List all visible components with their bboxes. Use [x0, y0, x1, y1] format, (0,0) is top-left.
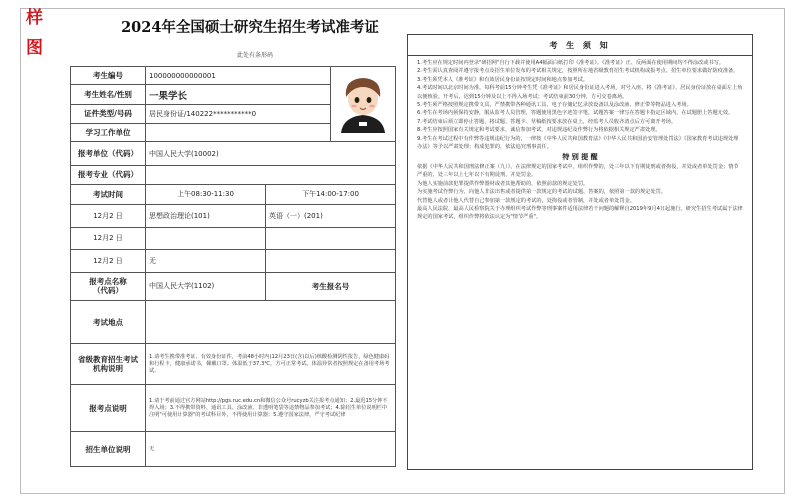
watermark-char-2: 图: [26, 38, 43, 58]
exam-subject-pm: [266, 227, 396, 250]
watermark-char-1: 样: [26, 8, 43, 28]
candidate-no-value: 100000000000001: [146, 67, 331, 85]
name-gender-value: 一果学长: [146, 85, 331, 104]
notice-paragraph: 6.考生在考场内须保持安静，服从监考人员管理，答题使用黑色字迹签字笔，试题答案一律写在答题卡指定区域内，在试题册上答题无效。: [417, 110, 734, 117]
notice-paragraph: 9.考生在考试过程中有作弊等违规违纪行为的，一律按《中华人民共和国教育法》《中华人民共和国治安管理处罚法》《国家教育考试违规处理办法》等予以严肃处理；构成犯罪的，依法追究刑事责任。: [417, 135, 739, 151]
exam-subject-am: 思想政治理论(101): [146, 205, 266, 228]
label-candidate-no: 考生编号: [71, 67, 146, 85]
label-work-unit: 学习工作单位: [71, 124, 146, 142]
apply-unit-value: 中国人民大学(10002): [146, 142, 396, 166]
label-exam-time: 考试时间: [71, 184, 146, 204]
special-paragraph: 为实施考试作弊行为，向他人非法出售或者提供第一款规定的考试的试题、答案的，依照第一款的规定处罚。: [417, 189, 667, 196]
afternoon-session: 下午14:00-17:00: [266, 184, 396, 204]
special-paragraph: 为他人实施前款犯罪提供作弊器材或者其他帮助的，依照前款的规定处罚。: [417, 180, 589, 187]
barcode-placeholder: 此处有条形码: [236, 52, 273, 59]
center-note-text: 1.请于考前通过官方网站http://pgs.ruc.edu.cn和微信公众号rucyzb关注报考点通知；2.最迟15分钟不得入场；3.不得携带资料、通讯工具、涂改液、非透明笔袋等违禁物品参加考试；4.除招生单位说明栏中注明"可使用计算器"的考试科目外，不得使用计算器；5.遵守国家法律，严守考试纪律: [146, 385, 396, 432]
notice-paragraph: 2.考生需认真查阅并遵守报考点及招生单位发布的考试相关规定，按照所在地省级教育招生考试机构或报考点、招生单位要求做好防疫准备。: [417, 68, 739, 75]
exam-room-value: [146, 300, 396, 343]
school-note-text: 无: [146, 432, 396, 467]
label-apply-unit: 报考单位（代码）: [71, 142, 146, 166]
special-reminder-title: 特 别 提 醒: [562, 153, 598, 162]
notice-paragraph: 1.考生应在规定时间内登录"研招网"自行下载并使用A4幅面白纸打印《准考证》。《准考证》正、反两面在使用期间均不得涂改或书写。: [417, 60, 725, 66]
label-name-gender: 考生姓名/性别: [71, 85, 146, 104]
province-note-text: 1.请考生携带准考证、有效身份证件，考前48小时内(12月23日(含)以后)核酸检测阴性报告，绿色健康码和行程卡，健康承诺书，佩戴口罩。体温低于37.3℃，方可正常考试。体温异常者按照规定在备用考场考试。: [146, 344, 396, 385]
candidate-info-table: [70, 66, 396, 467]
label-province-note: 省级教育招生考试 机构说明: [71, 344, 146, 385]
exam-date: 12月2 日: [71, 250, 146, 273]
candidate-notice-panel: [407, 34, 753, 470]
notice-paragraph: 7.考试结束后须立即停止答题，将试题、答题卡、草稿纸按要求放在桌上，经监考人员收齐清点后方可离开考场。: [417, 118, 677, 125]
exam-site-value: 中国人民大学(1102): [146, 272, 266, 300]
notice-paragraph: 4.考试时间以北京时间为准。每科考前15分钟考生凭《准考证》和居民身份证进入考场，对号入座，将《准考证》、居民身份证放在桌面左上角以便核验。开考后，迟到15分钟及以上不得入场考试；考试结束前30分钟，方可交卷离场。: [417, 85, 743, 100]
candidate-photo: [331, 67, 396, 142]
exam-subject-am: 无: [146, 250, 266, 273]
label-apply-major: 报考专业（代码）: [71, 166, 146, 184]
label-registration-no: 考生报名号: [266, 272, 396, 300]
label-id-card: 证件类型/号码: [71, 104, 146, 123]
notice-title: 考 生 须 知: [408, 35, 752, 56]
notice-paragraph: 8.考生应按照国家有关规定和考试要求，诚信参加考试，对违规违纪及作弊行为将依据相关规定严肃处理。: [417, 127, 661, 134]
notice-body: [408, 56, 752, 222]
label-center-note: 报考点说明: [71, 385, 146, 432]
exam-subject-am: [146, 227, 266, 250]
id-card-value: 居民身份证/140222***********0: [146, 104, 331, 123]
label-exam-room: 考试地点: [71, 300, 146, 343]
special-paragraph: 依据《中华人民共和国刑法修正案（九）》，在法律规定的国家考试中，组织作弊的，处三年以下有期徒刑或者拘役，并处或者单处罚金；情节严重的，处三年以上七年以下有期徒刑，并处罚金。: [417, 163, 739, 179]
label-exam-site: 报考点名称 （代码）: [71, 272, 146, 300]
apply-major-value: [146, 166, 396, 184]
notice-paragraph: 3.考生须凭本人《准考证》和有效居民身份证按规定时间和地点参加考试。: [417, 76, 588, 83]
morning-session: 上午08:30-11:30: [146, 184, 266, 204]
cartoon-avatar-icon: [335, 73, 391, 133]
exam-date: 12月2 日: [71, 205, 146, 228]
special-paragraph: 代替他人或者让他人代替自己参加第一款规定的考试的，处拘役或者管制，并处或者单处罚金。: [417, 197, 635, 204]
admission-ticket-title: 2024年全国硕士研究生招生考试准考证: [121, 19, 379, 36]
work-unit-value: [146, 124, 331, 142]
exam-subject-pm: 英语（一）(201): [266, 205, 396, 228]
exam-date: 12月2 日: [71, 227, 146, 250]
special-paragraph: 最高人民法院、最高人民检察院关于办理组织考试作弊等刑事案件适用法律若干问题的解释自2019年9月4日起施行。研究生招生考试属于法律规定的国家考试，组织作弊将依法认定为"情节严重"。: [417, 205, 743, 221]
label-school-note: 招生单位说明: [71, 432, 146, 467]
notice-paragraph: 5.考生须严格按照规定携带文具，严禁携带各种通讯工具、电子存储记忆录放设备以及涂改液、修正带等物品进入考场。: [417, 102, 692, 109]
exam-subject-pm: [266, 250, 396, 273]
